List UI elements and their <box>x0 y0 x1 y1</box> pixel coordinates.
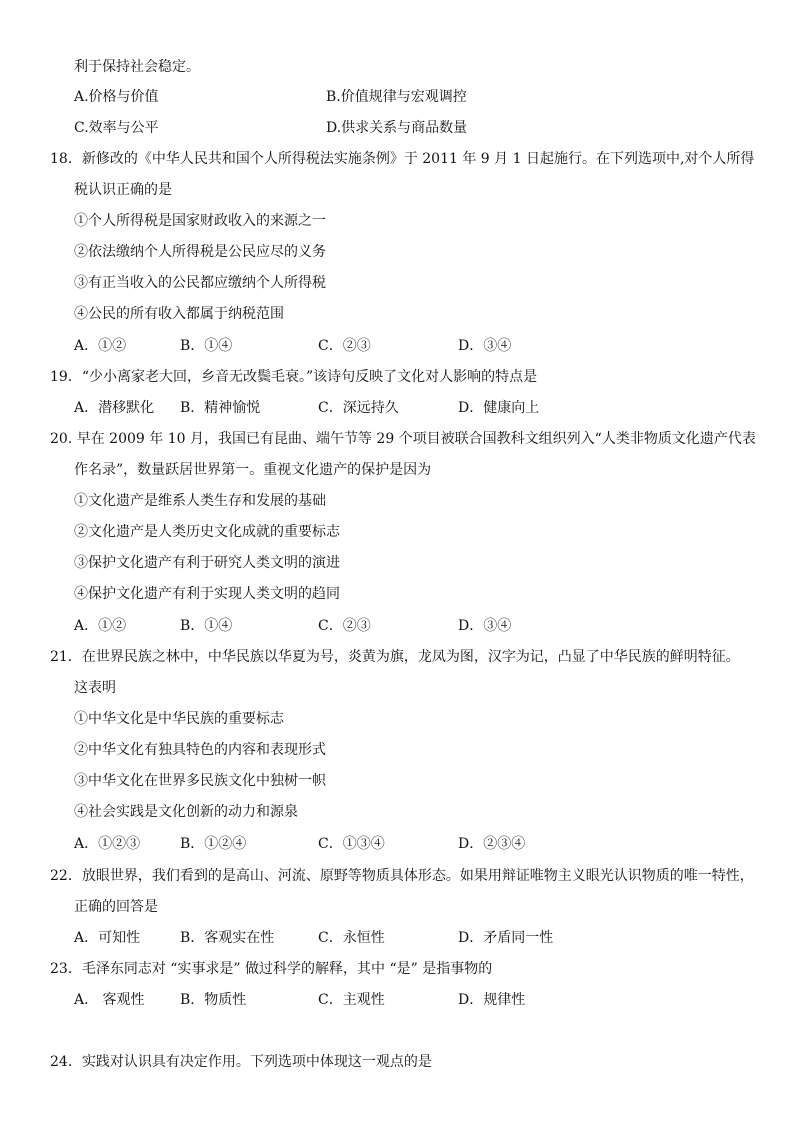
question-18-stem-cont: 税认识正确的是 <box>74 182 172 198</box>
statement-2: ②中华文化有独具特色的内容和表现形式 <box>74 742 326 758</box>
carryover-text: 利于保持社会稳定。 <box>74 59 200 75</box>
option-b: B．精神愉悦 <box>180 400 261 416</box>
statement-3: ③保护文化遗产有利于研究人类文明的演进 <box>74 555 340 571</box>
option-c: C.效率与公平 <box>74 120 159 136</box>
option-b: B．①④ <box>180 618 233 634</box>
option-a: A．①②③ <box>74 836 141 852</box>
statement-2: ②文化遗产是人类历史文化成就的重要标志 <box>74 524 340 540</box>
option-b: B．客观实在性 <box>180 930 275 946</box>
question-23-stem: 23．毛泽东同志对 “实事求是” 做过科学的解释，其中 “是” 是指事物的 <box>50 961 493 977</box>
option-d: D．矛盾同一性 <box>458 930 554 946</box>
question-19-stem: 19．“少小离家老大回，乡音无改鬓毛衰。”该诗句反映了文化对人影响的特点是 <box>50 369 538 385</box>
option-b: B．物质性 <box>180 992 247 1008</box>
option-c: C．②③ <box>318 618 371 634</box>
option-a: A．①② <box>74 618 127 634</box>
statement-2: ②依法缴纳个人所得税是公民应尽的义务 <box>74 244 326 260</box>
question-18-stem: 18．新修改的《中华人民共和国个人所得税法实施条例》于 2011 年 9 月 1 日起施行。在下列选项中,对个人所得 <box>50 151 755 167</box>
option-b: B.价值规律与宏观调控 <box>326 89 467 105</box>
question-21-stem: 21．在世界民族之林中，中华民族以华夏为号，炎黄为旗，龙凤为图，汉字为记，凸显了中华民族的鲜明特征。 <box>50 649 740 665</box>
option-a: A.价格与价值 <box>74 89 159 105</box>
option-d: D．规律性 <box>458 992 526 1008</box>
option-c: C．深远持久 <box>318 400 399 416</box>
question-24-stem: 24．实践对认识具有决定作用。下列选项中体现这一观点的是 <box>50 1054 432 1070</box>
statement-3: ③有正当收入的公民都应缴纳个人所得税 <box>74 275 326 291</box>
option-d: D.供求关系与商品数量 <box>326 120 468 136</box>
option-a: A．潜移默化 <box>74 400 155 416</box>
statement-4: ④公民的所有收入都属于纳税范围 <box>74 306 284 322</box>
option-d: D．③④ <box>458 618 512 634</box>
question-21-stem-cont: 这表明 <box>74 680 116 696</box>
option-a: A．可知性 <box>74 930 141 946</box>
option-b: B．①②④ <box>180 836 247 852</box>
option-a: A． 客观性 <box>74 992 145 1008</box>
statement-4: ④社会实践是文化创新的动力和源泉 <box>74 804 298 820</box>
option-c: C．永恒性 <box>318 930 385 946</box>
question-22-stem-cont: 正确的回答是 <box>74 899 158 915</box>
option-b: B．①④ <box>180 338 233 354</box>
statement-1: ①文化遗产是维系人类生存和发展的基础 <box>74 493 326 509</box>
statement-1: ①中华文化是中华民族的重要标志 <box>74 711 284 727</box>
statement-4: ④保护文化遗产有利于实现人类文明的趋同 <box>74 586 340 602</box>
question-20-stem: 20. 早在 2009 年 10 月，我国已有昆曲、端午节等 29 个项目被联合国教科文组织列入“人类非物质文化遗产代表 <box>50 431 756 447</box>
statement-1: ①个人所得税是国家财政收入的来源之一 <box>74 213 326 229</box>
option-c: C．①③④ <box>318 836 385 852</box>
option-a: A．①② <box>74 338 127 354</box>
question-20-stem-cont: 作名录”，数量跃居世界第一。重视文化遗产的保护是因为 <box>74 462 432 478</box>
question-22-stem: 22．放眼世界，我们看到的是高山、河流、原野等物质具体形态。如果用辩证唯物主义眼光认识物质的唯一特性， <box>50 868 754 884</box>
option-d: D．③④ <box>458 338 512 354</box>
option-d: D．健康向上 <box>458 400 540 416</box>
option-c: C．主观性 <box>318 992 385 1008</box>
option-d: D．②③④ <box>458 836 526 852</box>
option-c: C．②③ <box>318 338 371 354</box>
statement-3: ③中华文化在世界多民族文化中独树一帜 <box>74 773 326 789</box>
